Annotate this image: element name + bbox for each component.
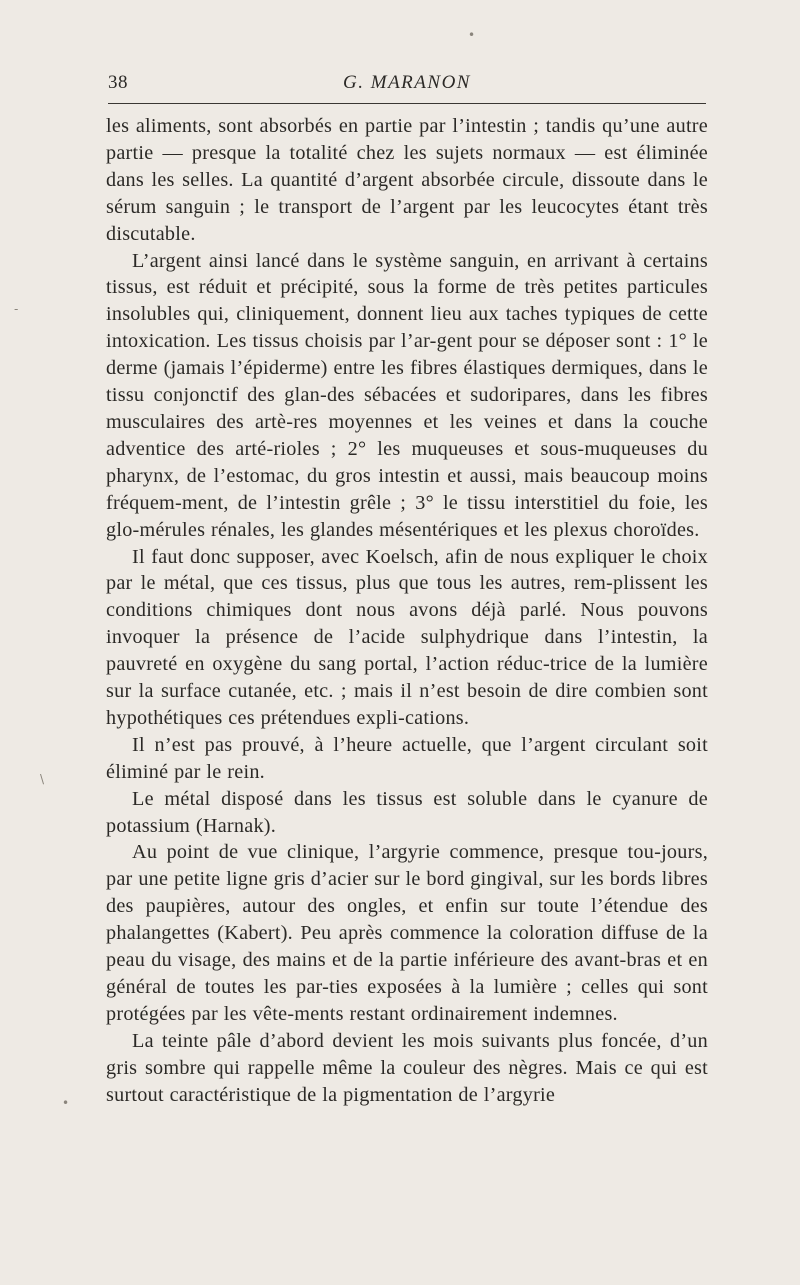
paragraph-1: les aliments, sont absorbés en partie par l’intestin ; tandis qu’une autre partie — presque la totalité chez les sujets normaux — est éliminée dans les selles. La quantité d’argent absorbée circule, dissoute dans le sérum sanguin ; le transport de l’argent par les leucocytes étant très discutable. bbox=[106, 115, 708, 245]
paragraph-5: Le métal disposé dans les tissus est soluble dans le cyanure de potassium (Harnak). bbox=[106, 787, 708, 837]
margin-mark-left-3: • bbox=[62, 1096, 70, 1110]
paragraph-6: Au point de vue clinique, l’argyrie commence, presque tou-jours, par une petite ligne gris d’acier sur le bord gingival, sur les bords libres des paupières, autour des ongles, et enfin sur toute l’étendue des phalangettes (Kabert). Peu après commence la coloration diffuse de la peau du visage, des mains et de la partie inférieure des avant-bras et en général de toutes les par-ties exposées à la lumière ; celles qui sont protégées par les vête-ments restant ordinairement indemnes. bbox=[106, 841, 708, 1025]
page-number: 38 bbox=[108, 72, 128, 93]
paragraph-4: Il n’est pas prouvé, à l’heure actuelle, que l’argent circulant soit éliminé par le rein. bbox=[106, 733, 708, 783]
margin-mark-left-1: - bbox=[14, 302, 19, 316]
paragraph-7: La teinte pâle d’abord devient les mois suivants plus foncée, d’un gris sombre qui rappelle même la couleur des nègres. Mais ce qui est surtout caractéristique de la pigmentation de l’argyrie bbox=[106, 1029, 708, 1106]
paragraph-3: Il faut donc supposer, avec Koelsch, afin de nous expliquer le choix par le métal, que ces tissus, plus que tous les autres, rem-plissent les conditions chimiques dont nous avons déjà parlé. Nous pouvons invoquer la présence de l’acide sulphydrique dans l’intestin, la pauvreté en oxygène du sang portal, l’action réduc-trice de la lumière sur la surface cutanée, etc. ; mais il n’est besoin de dire combien sont hypothétiques ces prétendues expli-cations. bbox=[106, 545, 708, 729]
margin-mark-left-2: \ bbox=[40, 772, 45, 786]
running-head: G. MARANON bbox=[343, 72, 471, 93]
margin-speck-top: • bbox=[468, 28, 476, 42]
body-text bbox=[106, 113, 708, 1109]
paragraph-2: L’argent ainsi lancé dans le système sanguin, en arrivant à certains tissus, est réduit et précipité, sous la forme de très petites particules insolubles qui, cliniquement, donnent lieu aux taches typiques de cette intoxication. Les tissus choisis par l’ar-gent pour se déposer sont : 1° le derme (jamais l’épiderme) entre les fibres élastiques dermiques, dans le tissu conjonctif des glan-des sébacées et sudoripares, dans les fibres musculaires des artè-res moyennes et les veines et dans la couche adventice des arté-rioles ; 2° les muqueuses et sous-muqueuses du pharynx, de l’estomac, du gros intestin et aussi, mais beaucoup moins fréquem-ment, de l’intestin grêle ; 3° le tissu interstitiel du foie, les glo-mérules rénales, les glandes mésentériques et les plexus choroïdes. bbox=[106, 249, 708, 541]
page-header bbox=[108, 68, 706, 98]
header-rule bbox=[108, 103, 706, 104]
